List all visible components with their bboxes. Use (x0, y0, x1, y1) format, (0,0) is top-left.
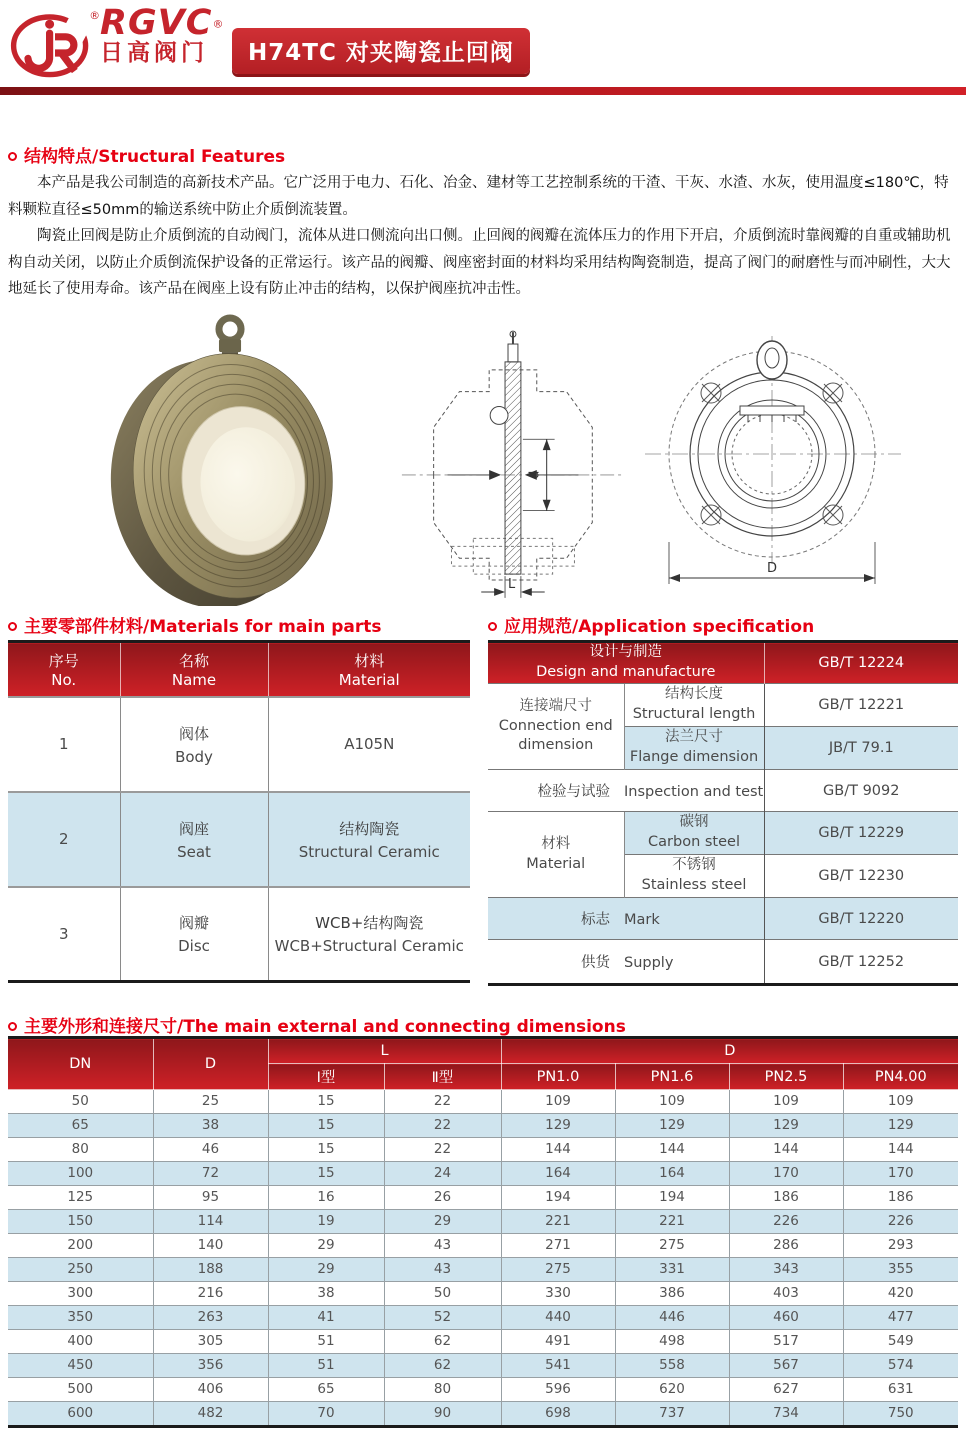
dims-cell: 517 (729, 1330, 843, 1354)
dims-cell: 140 (153, 1234, 268, 1258)
dims-row (8, 1090, 958, 1114)
app-cell-structural-length: 结构长度 Structural length (624, 684, 764, 727)
dims-header-l: L (268, 1038, 501, 1064)
dims-cell: 300 (8, 1282, 153, 1306)
dims-cell: 200 (8, 1234, 153, 1258)
dims-cell: 38 (153, 1114, 268, 1138)
dims-row (8, 1234, 958, 1258)
dims-cell: 15 (268, 1090, 384, 1114)
application-table (488, 640, 958, 986)
materials-header-name: 名称 Name (120, 642, 268, 697)
app-cell-material: 材料 Material (488, 812, 624, 898)
dims-cell: 129 (843, 1114, 958, 1138)
wafer-plate (505, 362, 521, 574)
dims-cell: 275 (615, 1234, 729, 1258)
application-table-wrap (488, 640, 958, 986)
dims-cell: 144 (843, 1138, 958, 1162)
dims-cell: 150 (8, 1210, 153, 1234)
brand-name: RGVC (100, 3, 213, 43)
materials-cell-material: A105N (268, 697, 470, 792)
dims-row (8, 1282, 958, 1306)
product-title-badge: H74TC 对夹陶瓷止回阀 (232, 28, 530, 74)
dims-cell: 305 (153, 1330, 268, 1354)
section-title-dimensions: 主要外形和连接尺寸/The main external and connecting dimensions (8, 1012, 626, 1037)
brand-registered-mark: ® (212, 17, 224, 31)
dims-cell: 65 (268, 1378, 384, 1402)
dims-cell: 25 (153, 1090, 268, 1114)
dims-cell: 50 (8, 1090, 153, 1114)
dims-cell: 194 (501, 1186, 615, 1210)
section-title-application: 应用规范/Application specification (488, 612, 814, 637)
app-header-standard: GB/T 12224 (764, 642, 958, 684)
dims-cell: 216 (153, 1282, 268, 1306)
dims-cell: 406 (153, 1378, 268, 1402)
dims-cell: 129 (729, 1114, 843, 1138)
app-cell-connection: 连接端尺寸 Connection end dimension (488, 684, 624, 770)
dims-cell: 737 (615, 1402, 729, 1427)
dims-cell: 221 (501, 1210, 615, 1234)
dims-cell: 350 (8, 1306, 153, 1330)
dims-cell: 22 (384, 1090, 501, 1114)
side-view-drawing (390, 328, 628, 606)
dims-cell: 29 (384, 1210, 501, 1234)
dims-cell: 400 (8, 1330, 153, 1354)
section-bullet-icon (8, 1022, 17, 1031)
materials-cell-name: 阀座 Seat (120, 792, 268, 887)
section-bullet-icon (488, 622, 497, 631)
dims-cell: 129 (501, 1114, 615, 1138)
features-paragraph-2: 陶瓷止回阀是防止介质倒流的自动阀门，流体从进口侧流向出口侧。止回阀的阀瓣在流体压力的作用下开启，介质倒流时靠阀瓣的自重或辅助机构自动关闭，以防止介质倒流保护设备的正常运行。该产品的阀瓣、阀座密封面的材料均采用结构陶瓷制造，提高了阀门的耐磨性与而冲刷性，大大地延长了使用寿命。该产品在阀座上设有防止冲击的结构，以保护阀座抗冲击性。 (8, 228, 951, 298)
dims-cell: 170 (843, 1162, 958, 1186)
dims-cell: 460 (729, 1306, 843, 1330)
dims-cell: 420 (843, 1282, 958, 1306)
materials-row (8, 697, 470, 792)
dims-cell: 226 (729, 1210, 843, 1234)
dims-cell: 275 (501, 1258, 615, 1282)
dims-cell: 263 (153, 1306, 268, 1330)
dimension-label-d: d (527, 470, 543, 479)
section-bullet-icon (8, 152, 17, 161)
dims-row (8, 1258, 958, 1282)
dims-header-pn10: PN1.0 (501, 1064, 615, 1090)
dims-cell: 498 (615, 1330, 729, 1354)
app-cell-standard: GB/T 12220 (764, 898, 958, 940)
dims-row (8, 1186, 958, 1210)
dims-header-pn25: PN2.5 (729, 1064, 843, 1090)
dims-cell: 186 (843, 1186, 958, 1210)
app-cell-standard: JB/T 79.1 (764, 727, 958, 770)
app-cell-standard: GB/T 12229 (764, 812, 958, 855)
dims-cell: 26 (384, 1186, 501, 1210)
dims-cell: 250 (8, 1258, 153, 1282)
dims-cell: 271 (501, 1234, 615, 1258)
app-cell-standard: GB/T 12221 (764, 684, 958, 727)
company-logo-icon (10, 4, 100, 84)
dims-cell: 750 (843, 1402, 958, 1427)
materials-cell-no: 3 (8, 887, 120, 982)
dims-cell: 477 (843, 1306, 958, 1330)
app-cell-flange-dimension: 法兰尺寸 Flange dimension (624, 727, 764, 770)
dims-cell: 90 (384, 1402, 501, 1427)
dims-cell: 440 (501, 1306, 615, 1330)
dims-cell: 186 (729, 1186, 843, 1210)
dims-cell: 15 (268, 1138, 384, 1162)
section-title-features: 结构特点/Structural Features (8, 142, 285, 167)
app-cell-stainless-steel: 不锈钢 Stainless steel (624, 855, 764, 898)
dims-cell: 46 (153, 1138, 268, 1162)
dims-row (8, 1306, 958, 1330)
dims-cell: 330 (501, 1282, 615, 1306)
app-header-design: 设计与制造 Design and manufacture (488, 642, 764, 684)
dimensions-tbody (8, 1090, 958, 1427)
dims-cell: 65 (8, 1114, 153, 1138)
app-cell-mark: 标志 Mark (488, 898, 764, 940)
dims-row (8, 1114, 958, 1138)
dims-cell: 15 (268, 1114, 384, 1138)
header-divider (0, 87, 966, 95)
section-title-materials: 主要零部件材料/Materials for main parts (8, 612, 381, 637)
dims-cell: 286 (729, 1234, 843, 1258)
dims-cell: 144 (615, 1138, 729, 1162)
dims-cell: 226 (843, 1210, 958, 1234)
materials-cell-name: 阀瓣 Disc (120, 887, 268, 982)
dims-cell: 450 (8, 1354, 153, 1378)
dims-cell: 52 (384, 1306, 501, 1330)
dims-cell: 164 (615, 1162, 729, 1186)
dims-cell: 221 (615, 1210, 729, 1234)
dims-cell: 114 (153, 1210, 268, 1234)
dims-cell: 51 (268, 1354, 384, 1378)
lifting-eye (219, 318, 241, 340)
dimension-label-l: L (508, 576, 516, 592)
dims-cell: 698 (501, 1402, 615, 1427)
dims-cell: 24 (384, 1162, 501, 1186)
dims-cell: 386 (615, 1282, 729, 1306)
dims-header-type2: Ⅱ型 (384, 1064, 501, 1090)
dims-cell: 109 (729, 1090, 843, 1114)
app-cell-carbon-steel: 碳钢 Carbon steel (624, 812, 764, 855)
dims-cell: 51 (268, 1330, 384, 1354)
dims-cell: 22 (384, 1138, 501, 1162)
dims-cell: 43 (384, 1258, 501, 1282)
dims-cell: 41 (268, 1306, 384, 1330)
dims-cell: 29 (268, 1258, 384, 1282)
app-cell-standard: GB/T 9092 (764, 770, 958, 812)
dims-cell: 29 (268, 1234, 384, 1258)
app-cell-supply: 供货 Supply (488, 940, 764, 985)
section-bullet-icon (8, 622, 17, 631)
dims-cell: 15 (268, 1162, 384, 1186)
lifting-eye-front (757, 341, 787, 379)
dims-cell: 627 (729, 1378, 843, 1402)
dims-cell: 500 (8, 1378, 153, 1402)
brand-name-chinese: 日高阀门 (100, 40, 208, 66)
dims-row (8, 1354, 958, 1378)
logo-registered-mark: ® (89, 8, 100, 22)
dims-cell: 574 (843, 1354, 958, 1378)
app-cell-inspection: 检验与试验 Inspection and test (488, 770, 764, 812)
dims-header-pn40: PN4.00 (843, 1064, 958, 1090)
dims-header-pn16: PN1.6 (615, 1064, 729, 1090)
dims-cell: 144 (729, 1138, 843, 1162)
dims-row (8, 1138, 958, 1162)
materials-table (8, 640, 470, 983)
dims-cell: 19 (268, 1210, 384, 1234)
dims-cell: 558 (615, 1354, 729, 1378)
materials-cell-material: WCB+结构陶瓷 WCB+Structural Ceramic (268, 887, 470, 982)
dims-cell: 482 (153, 1402, 268, 1427)
dims-cell: 100 (8, 1162, 153, 1186)
dims-row (8, 1378, 958, 1402)
dims-cell: 355 (843, 1258, 958, 1282)
dims-row (8, 1402, 958, 1427)
dims-cell: 596 (501, 1378, 615, 1402)
dims-cell: 331 (615, 1258, 729, 1282)
dims-header-dn: DN (8, 1038, 153, 1090)
dims-cell: 343 (729, 1258, 843, 1282)
materials-cell-name: 阀体 Body (120, 697, 268, 792)
dims-cell: 567 (729, 1354, 843, 1378)
front-view-drawing (638, 330, 910, 602)
dims-row (8, 1330, 958, 1354)
materials-cell-no: 2 (8, 792, 120, 887)
dims-cell: 50 (384, 1282, 501, 1306)
dims-cell: 22 (384, 1114, 501, 1138)
materials-row (8, 887, 470, 982)
dims-cell: 403 (729, 1282, 843, 1306)
dims-cell: 631 (843, 1378, 958, 1402)
dims-cell: 129 (615, 1114, 729, 1138)
dims-cell: 491 (501, 1330, 615, 1354)
dims-cell: 164 (501, 1162, 615, 1186)
dims-cell: 80 (8, 1138, 153, 1162)
app-cell-standard: GB/T 12230 (764, 855, 958, 898)
features-paragraph-1: 本产品是我公司制造的高新技术产品。它广泛用于电力、石化、冶金、建材等工艺控制系统的干渣、干灰、水渣、水灰，使用温度≤180℃，特料颗粒直径≤50mm的输送系统中防止介质倒流装置。 (8, 175, 949, 218)
brand-block (100, 3, 224, 67)
dims-cell: 620 (615, 1378, 729, 1402)
materials-header-material: 材料 Material (268, 642, 470, 697)
dims-cell: 43 (384, 1234, 501, 1258)
dims-cell: 95 (153, 1186, 268, 1210)
materials-header-no: 序号 No. (8, 642, 120, 697)
valve-photo (100, 310, 352, 606)
dims-cell: 356 (153, 1354, 268, 1378)
dims-header-type1: Ⅰ型 (268, 1064, 384, 1090)
dims-cell: 72 (153, 1162, 268, 1186)
dims-cell: 188 (153, 1258, 268, 1282)
dimensions-table (8, 1036, 958, 1428)
dims-cell: 734 (729, 1402, 843, 1427)
app-cell-standard: GB/T 12252 (764, 940, 958, 985)
dims-row (8, 1210, 958, 1234)
dims-row (8, 1162, 958, 1186)
dims-cell: 194 (615, 1186, 729, 1210)
materials-cell-no: 1 (8, 697, 120, 792)
dims-cell: 109 (501, 1090, 615, 1114)
dimension-label-D: D (767, 561, 778, 576)
dims-cell: 109 (615, 1090, 729, 1114)
dims-cell: 62 (384, 1354, 501, 1378)
materials-table-wrap (8, 640, 470, 983)
materials-cell-material: 结构陶瓷 Structural Ceramic (268, 792, 470, 887)
dims-cell: 70 (268, 1402, 384, 1427)
valve-body (100, 344, 345, 606)
dims-cell: 600 (8, 1402, 153, 1427)
dims-cell: 16 (268, 1186, 384, 1210)
dims-cell: 541 (501, 1354, 615, 1378)
dims-cell: 109 (843, 1090, 958, 1114)
dims-cell: 446 (615, 1306, 729, 1330)
dims-cell: 293 (843, 1234, 958, 1258)
dims-cell: 125 (8, 1186, 153, 1210)
dims-cell: 170 (729, 1162, 843, 1186)
materials-row (8, 792, 470, 887)
dims-cell: 62 (384, 1330, 501, 1354)
dims-cell: 144 (501, 1138, 615, 1162)
features-text (8, 170, 958, 303)
dims-cell: 38 (268, 1282, 384, 1306)
dims-cell: 549 (843, 1330, 958, 1354)
dims-header-d: D (153, 1038, 268, 1090)
dims-header-d2: D (501, 1038, 958, 1064)
dimensions-table-wrap (8, 1036, 958, 1428)
dims-cell: 80 (384, 1378, 501, 1402)
